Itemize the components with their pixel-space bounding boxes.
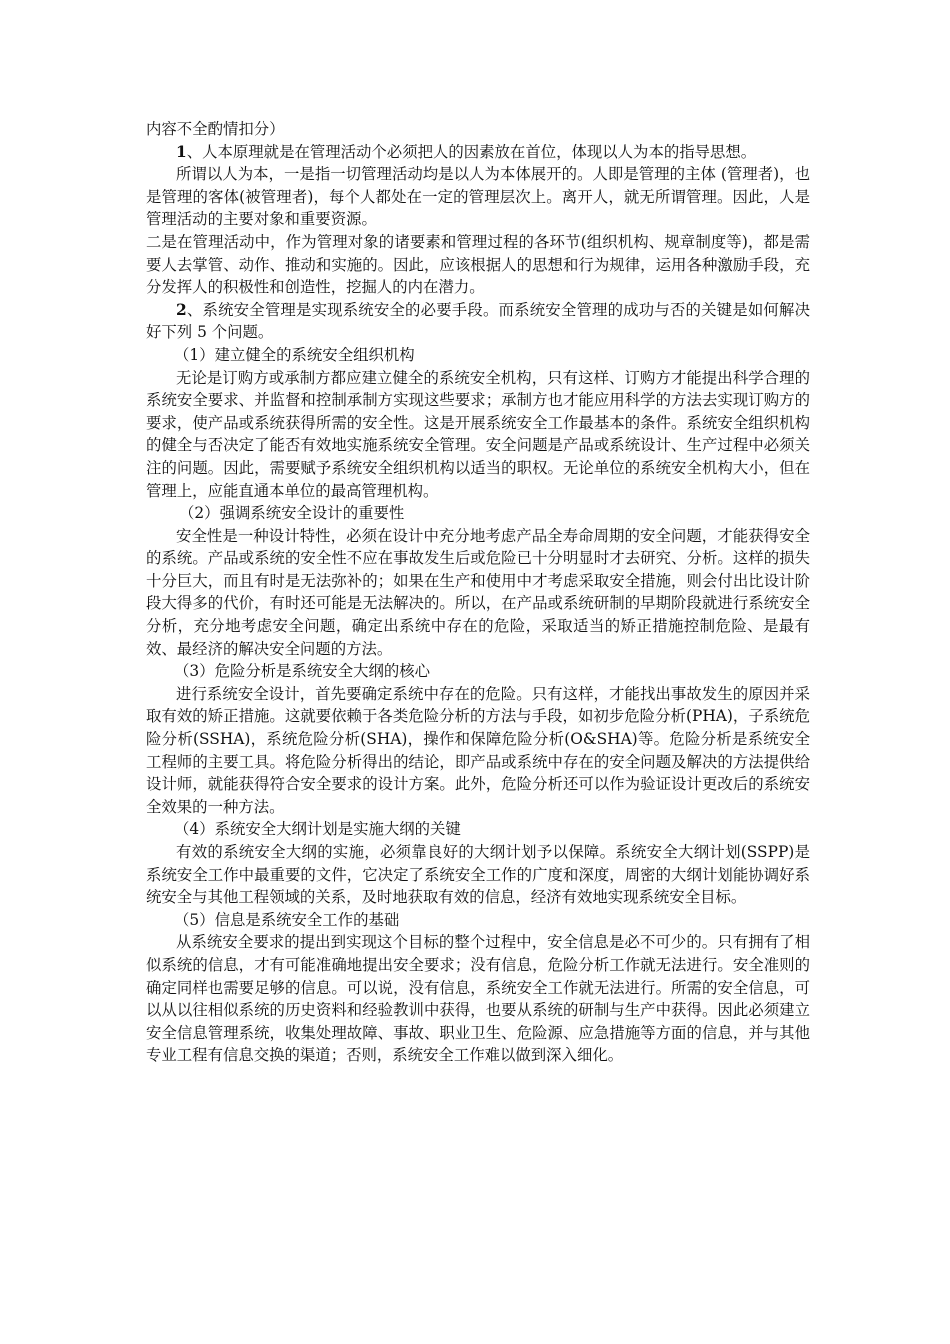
section-heading-3: （3）危险分析是系统安全大纲的核心: [174, 662, 431, 681]
document-page: [146, 118, 810, 1067]
point-1-number: 1: [176, 142, 187, 161]
section-3-body: 进行系统安全设计，首先要确定系统中存在的危险。只有这样，才能找出事故发生的原因并采取有效的矫正措施。这就要依赖于各类危险分析的方法与手段，如初步危险分析(PHA)，子系统危险分析(SSHA)，系统危险分析(SHA)，操作和保障危险分析(O&SHA)等。危险分析是系统安全工程师的主要工具。将危险分析得出的结论，即产品或系统中存在的安全问题及解决的方法提供给设计师，就能获得符合安全要求的设计方案。此外，危险分析还可以作为验证设计更改后的系统安全效果的一种方法。: [146, 684, 810, 816]
section-5-body: 从系统安全要求的提出到实现这个目标的整个过程中，安全信息是必不可少的。只有拥有了相似系统的信息，才有可能准确地提出安全要求；没有信息，危险分析工作就无法进行。安全准则的确定同样也需要足够的信息。可以说，没有信息，系统安全工作就无法进行。所需的安全信息，可以从以往相似系统的历史资料和经验教训中获得，也要从系统的研制与生产中获得。因此必须建立安全信息管理系统，收集处理故障、事故、职业卫生、危险源、应急措施等方面的信息，并与其他专业工程有信息交换的渠道；否则，系统安全工作难以做到深入细化。: [146, 933, 810, 1065]
point-2: [146, 299, 810, 344]
section-4-body: 有效的系统安全大纲的实施，必须靠良好的大纲计划予以保障。系统安全大纲计划(SSPP)是系统安全工作中最重要的文件，它决定了系统安全工作的广度和深度，周密的大纲计划能协调好系统安全与其他工程领域的关系，及时地获取有效的信息，经济有效地实现系统安全目标。: [146, 843, 810, 907]
section-1-body: 无论是订购方或承制方都应建立健全的系统安全机构，只有这样、订购方才能提出科学合理的系统安全要求、并监督和控制承制方实现这些要求；承制方也才能应用科学的方法去实现订购方的要求，使产品或系统获得所需的安全性。这是开展系统安全工作最基本的条件。系统安全组织机构的健全与否决定了能否有效地实施系统安全管理。安全问题是产品或系统设计、生产过程中必须关注的问题。因此，需要赋予系统安全组织机构以适当的职权。无论单位的系统安全机构大小，但在管理上，应能直通本单位的最高管理机构。: [146, 368, 810, 500]
section-heading-2: （2）强调系统安全设计的重要性: [179, 504, 405, 523]
section-heading-1: （1）建立健全的系统安全组织机构: [174, 345, 415, 364]
section-2-body: 安全性是一种设计特性，必须在设计中充分地考虑产品全寿命周期的安全问题，才能获得安全的系统。产品或系统的安全性不应在事故发生后或危险已十分明显时才去研究、分析。这样的损失十分巨大，而且有时是无法弥补的；如果在生产和使用中才考虑采取安全措施，则会付出比设计阶段大得多的代价，有时还可能是无法解决的。所以，在产品或系统研制的早期阶段就进行系统安全分析，充分地考虑安全问题，确定出系统中存在的危险，采取适当的矫正措施控制危险、是最有效、最经济的解决安全问题的方法。: [146, 526, 810, 658]
section-heading-5: （5）信息是系统安全工作的基础: [174, 910, 400, 929]
intro-line: 内容不全酌情扣分）: [146, 120, 285, 138]
point-2-number: 2: [176, 300, 187, 319]
point-1-text: 、人本原理就是在管理活动个必须把人的因素放在首位，体现以人为本的指导思想。: [186, 142, 757, 161]
point-1: [146, 141, 810, 164]
paragraph-people-oriented: 所谓以人为本，一是指一切管理活动均是以人为本体展开的。人即是管理的主体 (管理者)，也是管理的客体(被管理者)，每个人都处在一定的管理层次上。离开人，就无所谓管理。因此，人是管理活动的主要对象和重要资源。: [146, 165, 810, 229]
paragraph-management-elements: 二是在管理活动中，作为管理对象的诸要素和管理过程的各环节(组织机构、规章制度等)，都是需要人去掌管、动作、推动和实施的。因此，应该根据人的思想和行为规律，运用各种激励手段，充分发挥人的积极性和创造性，挖掘人的内在潜力。: [146, 232, 810, 297]
point-2-text: 、系统安全管理是实现系统安全的必要手段。而系统安全管理的成功与否的关键是如何解决好下列 5 个问题。: [146, 300, 810, 342]
section-heading-4: （4）系统安全大纲计划是实施大纲的关键: [174, 820, 461, 839]
